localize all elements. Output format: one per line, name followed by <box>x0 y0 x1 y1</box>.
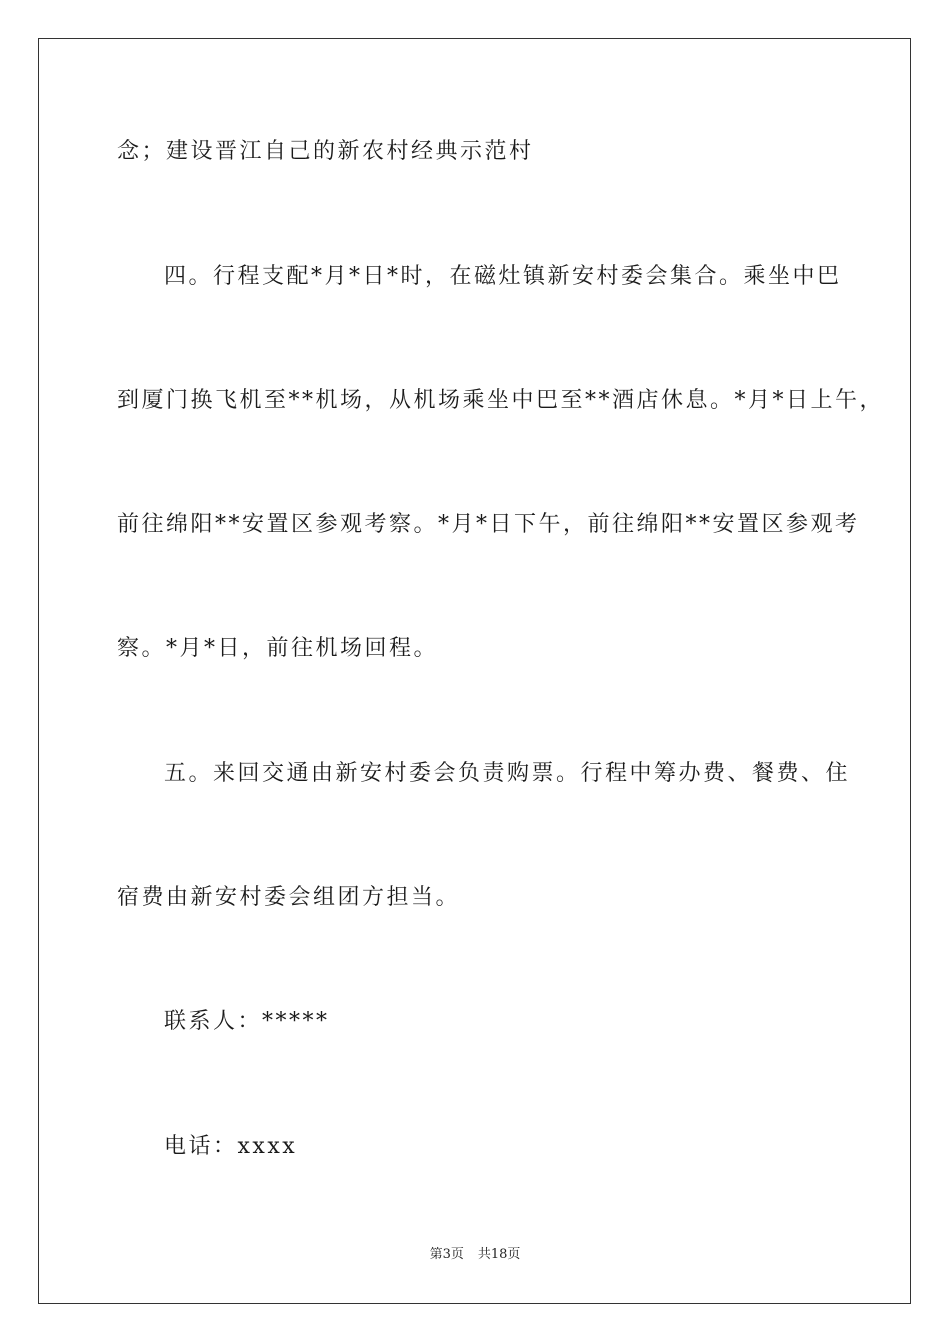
page-total: 共18页 <box>477 1247 521 1262</box>
page-number: 第3页 <box>429 1247 464 1262</box>
paragraph-line: 察。*月*日，前往机场回程。 <box>117 636 439 661</box>
page-border <box>38 38 911 1304</box>
page-footer <box>0 1246 950 1264</box>
section-five-heading-line: 五。来回交通由新安村委会负责购票。行程中筹办费、餐费、住 <box>164 761 851 786</box>
paragraph-line: 念；建设晋江自己的新农村经典示范村 <box>117 139 534 164</box>
paragraph-line: 宿费由新安村委会组团方担当。 <box>117 885 461 910</box>
section-four-heading-line: 四。行程支配*月*日*时，在磁灶镇新安村委会集合。乘坐中巴 <box>164 264 842 289</box>
paragraph-line: 前往绵阳**安置区参观考察。*月*日下午，前往绵阳**安置区参观考 <box>117 512 860 537</box>
phone-line: 电话：xxxx <box>164 1134 298 1159</box>
paragraph-line: 到厦门换飞机至**机场，从机场乘坐中巴至**酒店休息。*月*日上午， <box>117 388 885 413</box>
contact-person-line: 联系人：***** <box>164 1009 330 1034</box>
